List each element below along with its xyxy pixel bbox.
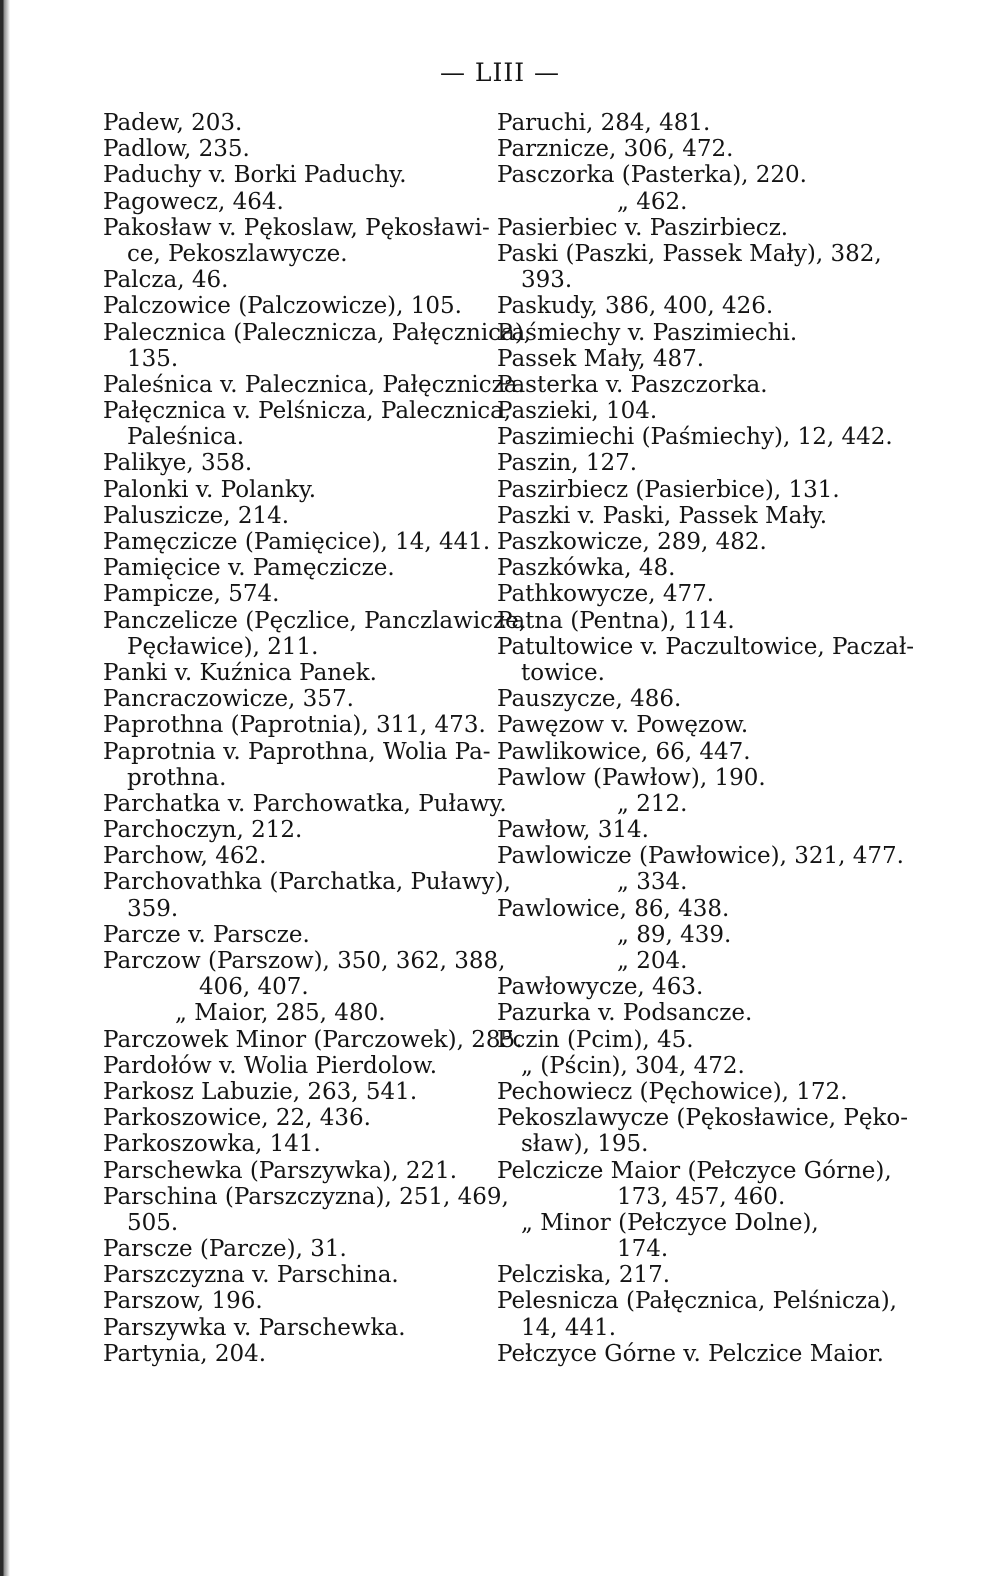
index-entry-line: „ Minor (Pełczyce Dolne), <box>521 1209 819 1236</box>
index-entry-line: Paszkowicze, 289, 482. <box>497 529 767 555</box>
index-entry-line: Pczin (Pcim), 45. <box>497 1026 694 1053</box>
index-entry-line: Pasterka v. Paszczorka. <box>497 371 768 398</box>
index-entry-line: Parschina (Parszczyzna), 251, 469, <box>103 1183 509 1210</box>
index-entry-line: Paprotnia v. Paprothna, Wolia Pa- <box>103 738 491 765</box>
index-entry-line: Pęcławice), 211. <box>127 633 319 660</box>
index-entry-line: Pardołów v. Wolia Pierdolow. <box>103 1052 438 1079</box>
index-entry-line: Palczowice (Palczowicze), 105. <box>103 293 462 320</box>
index-entry-line: Palonki v. Polanky. <box>103 476 317 503</box>
index-entry-line: Parkoszowice, 22, 436. <box>103 1105 371 1132</box>
index-entry-line: „ (Pścin), 304, 472. <box>521 1052 745 1079</box>
index-entry-line: Pawęzow v. Powęzow. <box>497 712 749 739</box>
index-entry-line: 174. <box>617 1236 669 1263</box>
index-entry-line: 406, 407. <box>199 974 309 1001</box>
index-column-right <box>497 110 915 1367</box>
index-entry-line: Parczowek Minor (Parczowek), 285. <box>103 1026 523 1053</box>
index-entry-line: Pechowiecz (Pęchowice), 172. <box>497 1078 848 1105</box>
index-entry-line: Panczelicze (Pęczlice, Panczlawicze, <box>103 607 527 634</box>
index-entry-line: Pelcziska, 217. <box>497 1262 671 1289</box>
index-entry-line: sław), 195. <box>521 1131 649 1158</box>
index-entry-line: Paprothna (Paprotnia), 311, 473. <box>103 712 486 739</box>
index-entry-line: Pampicze, 574. <box>103 581 280 608</box>
index-entry-line: Pancraczowicze, 357. <box>103 686 354 713</box>
index-entry-line: 393. <box>521 267 573 294</box>
index-entry-line: Parchovathka (Parchatka, Puławy), <box>103 869 511 896</box>
index-entry-line: prothna. <box>127 764 227 791</box>
index-entry-line: Paszieki, 104. <box>497 398 658 425</box>
index-entry-line: Passek Mały, 487. <box>497 345 705 372</box>
index-entry-line: 359. <box>127 895 179 922</box>
index-entry-line: Parkosz Labuzie, 263, 541. <box>103 1078 418 1105</box>
index-entry-line: „ 462. <box>617 188 688 215</box>
index-entry-line: Pawlow (Pawłow), 190. <box>497 764 766 791</box>
index-entry-line: Palikye, 358. <box>103 450 253 477</box>
index-entry-line: Parchoczyn, 212. <box>103 817 303 844</box>
index-entry-line: Parcze v. Parscze. <box>103 921 310 948</box>
page-number-header: — LIII — <box>439 58 561 87</box>
index-entry-line: Padew, 203. <box>103 110 243 136</box>
index-entry-line: Pałęcznica v. Pelśnicza, Palecznica, <box>103 398 512 425</box>
index-entry-line: Parszywka v. Parschewka. <box>103 1314 406 1341</box>
index-entry-line: Pakosław v. Pękoslaw, Pękosławi- <box>103 214 490 241</box>
index-entry-line: Paszirbiecz (Pasierbice), 131. <box>497 476 840 503</box>
index-entry-line: Palcza, 46. <box>103 267 229 294</box>
index-entry-line: Paruchi, 284, 481. <box>497 110 711 136</box>
index-entry-line: Patultowice v. Paczultowice, Paczał- <box>497 633 915 660</box>
index-entry-line: Pawlowice, 86, 438. <box>497 895 730 922</box>
index-entry-line: „ 212. <box>617 790 688 817</box>
index-entry-line: Paski (Paszki, Passek Mały), 382, <box>497 240 882 267</box>
index-entry-line: Pelesnicza (Pałęcznica, Pelśnicza), <box>497 1288 897 1315</box>
index-entry-line: Parscze (Parcze), 31. <box>103 1236 347 1263</box>
index-entry-line: Pelczicze Maior (Pełczyce Górne), <box>497 1157 892 1184</box>
index-entry-line: Paszkówka, 48. <box>497 555 676 582</box>
index-entry-line: Pasczorka (Pasterka), 220. <box>497 162 807 189</box>
index-entry-line: Pawlowicze (Pawłowice), 321, 477. <box>497 843 904 870</box>
index-entry-line: Paszimiechi (Paśmiechy), 12, 442. <box>497 424 893 451</box>
index-entry-line: Pasierbiec v. Paszirbiecz. <box>497 214 789 241</box>
index-column-left <box>103 110 532 1367</box>
index-entry-line: Pagowecz, 464. <box>103 188 284 215</box>
index-entry-line: Panki v. Kuźnica Panek. <box>103 659 377 686</box>
index-entry-line: towice. <box>521 659 605 686</box>
index-entry-line: Pamęczicze (Pamięcice), 14, 441. <box>103 529 491 555</box>
index-entry-line: Pauszycze, 486. <box>497 686 682 713</box>
index-entry-line: Paleśnica. <box>127 424 244 451</box>
index-entry-line: Patna (Pentna), 114. <box>497 607 735 634</box>
index-entry-line: Pawłowycze, 463. <box>497 974 704 1001</box>
index-entry-line: Parszczyzna v. Parschina. <box>103 1262 399 1289</box>
index-entry-line: Pełczyce Górne v. Pelczice Maior. <box>497 1340 884 1367</box>
index-entry-line: Paśmiechy v. Paszimiechi. <box>497 319 798 346</box>
index-entry-line: ce, Pekoszlawycze. <box>127 240 348 267</box>
index-entry-line: 135. <box>127 345 179 372</box>
index-entry-line: Paskudy, 386, 400, 426. <box>497 293 774 320</box>
index-entry-line: Parszow, 196. <box>103 1288 263 1315</box>
index-entry-line: Paszki v. Paski, Passek Mały. <box>497 502 828 529</box>
index-entry-line: Parchow, 462. <box>103 843 267 870</box>
index-entry-line: 505. <box>127 1209 179 1236</box>
index-entry-line: Parchatka v. Parchowatka, Puławy. <box>103 790 507 817</box>
page-binding-edge <box>0 0 10 1576</box>
index-entry-line: Paleśnica v. Palecznica, Pałęcznicza. <box>103 371 525 398</box>
index-entry-line: 173, 457, 460. <box>617 1183 786 1210</box>
index-entry-line: Parkoszowka, 141. <box>103 1131 321 1158</box>
index-entry-line: Paszin, 127. <box>497 450 638 477</box>
index-entry-line: Parschewka (Parszywka), 221. <box>103 1157 458 1184</box>
index-entry-line: Partynia, 204. <box>103 1340 267 1367</box>
index-entry-line: 14, 441. <box>521 1314 617 1341</box>
index-entry-line: Pawłow, 314. <box>497 817 649 844</box>
index-entry-line: Pekoszlawycze (Pękosławice, Pęko- <box>497 1105 909 1132</box>
index-entry-line: „ 334. <box>617 869 688 896</box>
index-entry-line: Parczow (Parszow), 350, 362, 388, <box>103 948 506 974</box>
index-entry-line: Pamięcice v. Pamęczicze. <box>103 555 395 582</box>
index-entry-line: Palecznica (Palecznicza, Pałęcznica), <box>103 319 532 346</box>
index-entry-line: „ 204. <box>617 948 688 974</box>
index-entry-line: Pazurka v. Podsancze. <box>497 1000 753 1027</box>
index-entry-line: Parznicze, 306, 472. <box>497 136 734 163</box>
index-entry-line: Pawlikowice, 66, 447. <box>497 738 751 765</box>
index-entry-line: Paluszicze, 214. <box>103 502 290 529</box>
index-entry-line: Paduchy v. Borki Paduchy. <box>103 162 407 189</box>
index-entry-line: Pathkowycze, 477. <box>497 581 715 608</box>
index-entry-line: „ 89, 439. <box>617 921 732 948</box>
index-entry-line: „ Maior, 285, 480. <box>175 1000 386 1027</box>
index-entry-line: Padlow, 235. <box>103 136 250 163</box>
